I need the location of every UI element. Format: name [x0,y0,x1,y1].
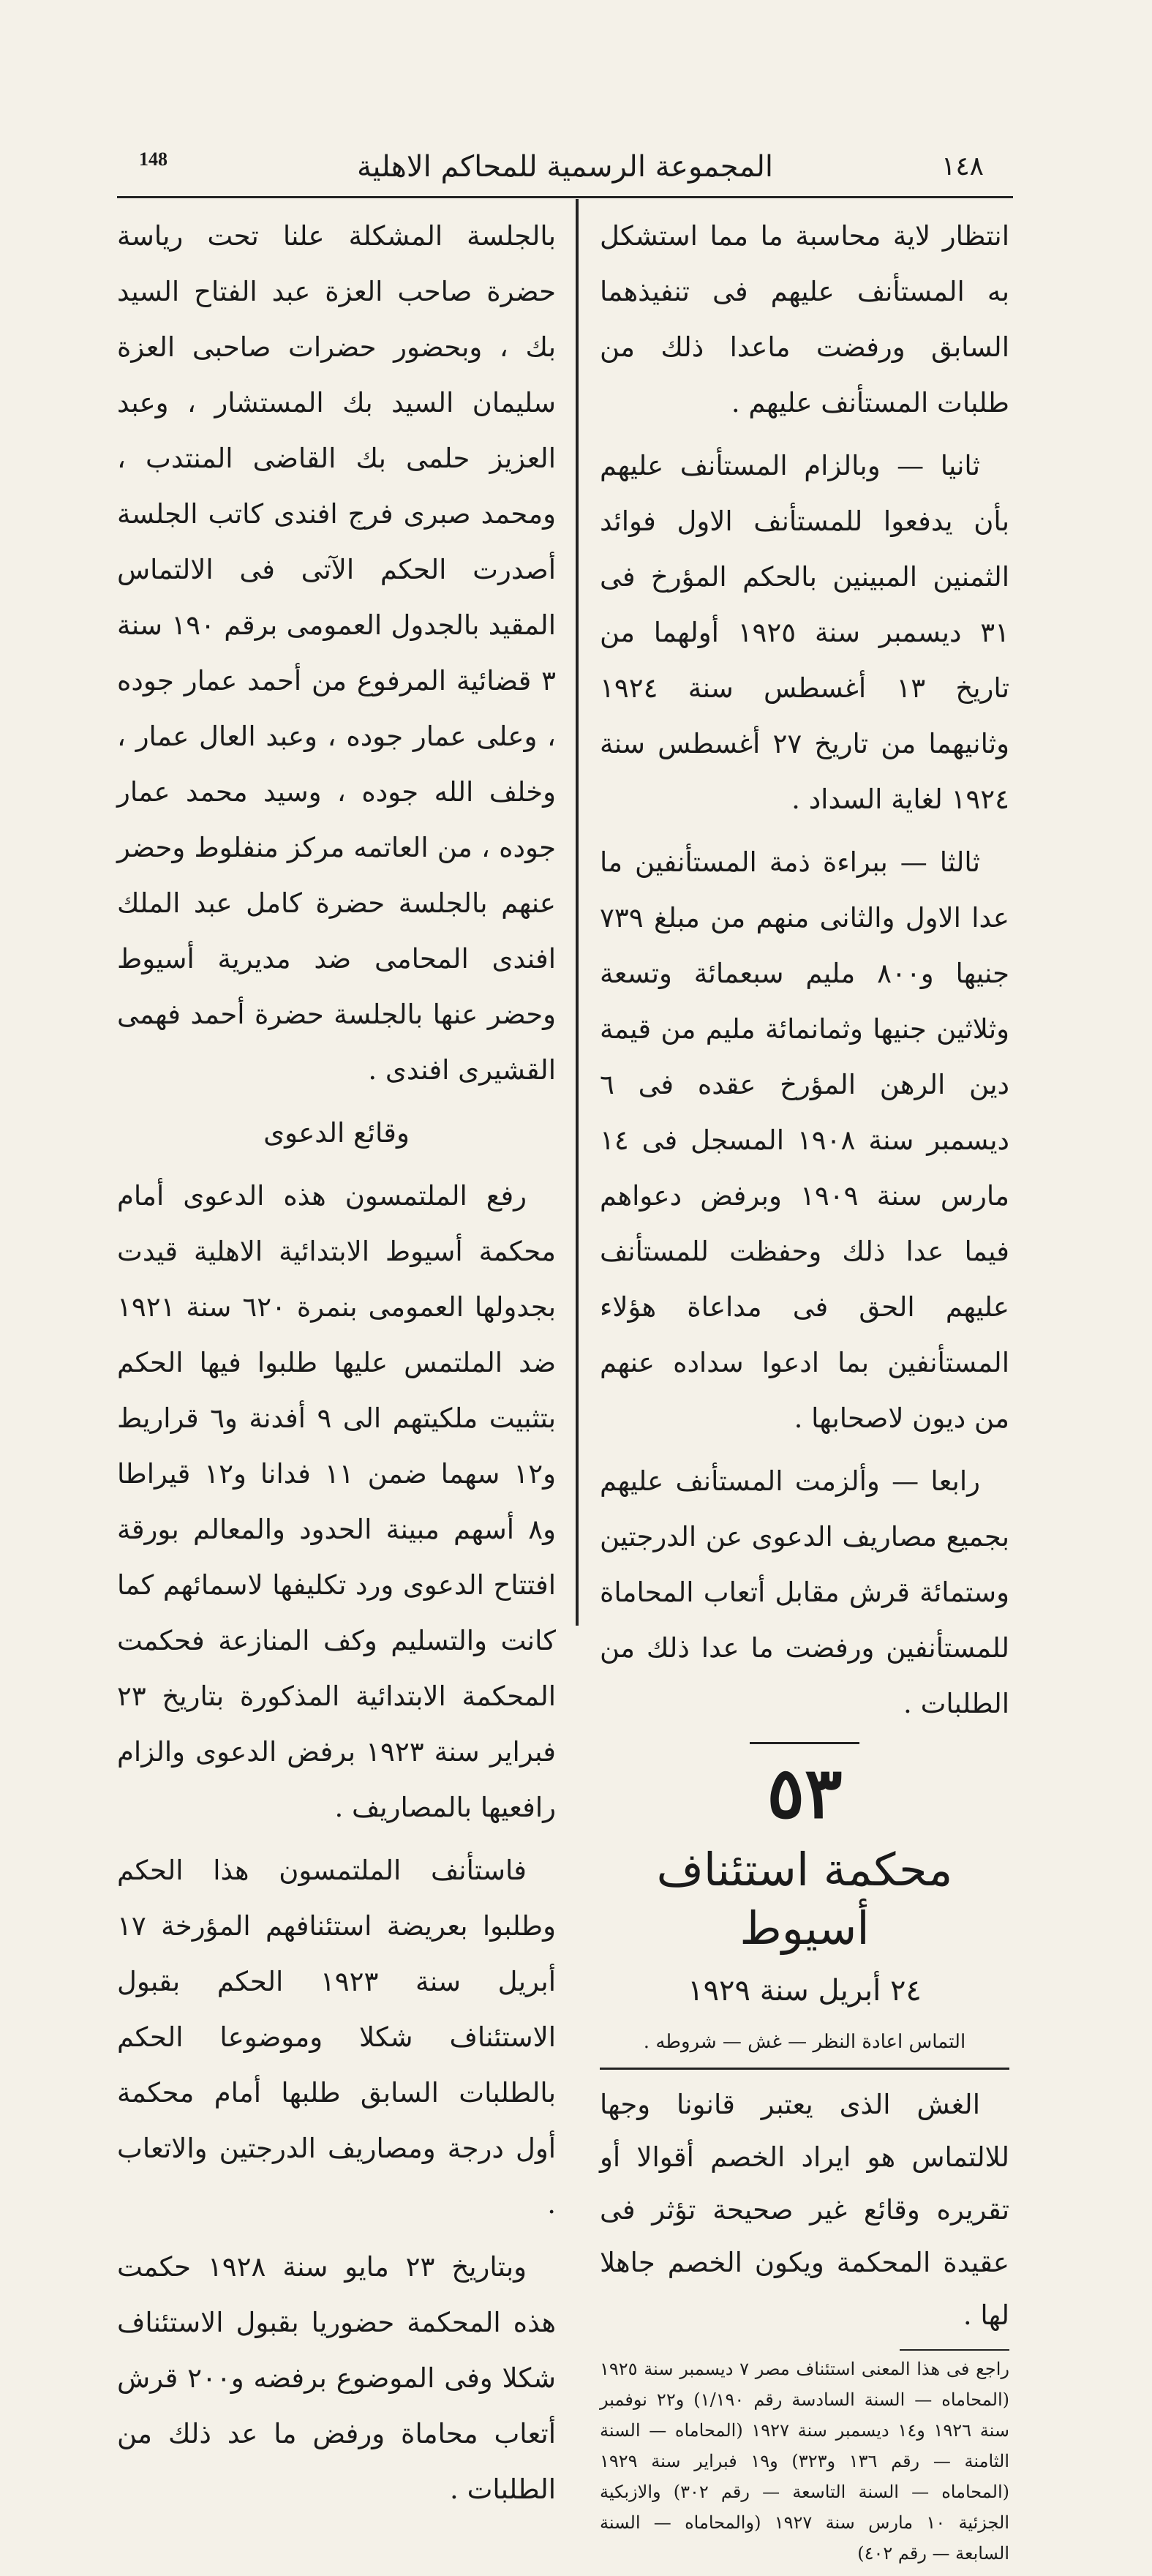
page-number-latin: 148 [139,149,167,170]
page-number-arabic: ١٤٨ [941,151,984,181]
left-paragraph: وبتاريخ ٢٣ مايو سنة ١٩٢٨ حكمت هذه المحكمة حضوريا بقبول الاستئناف شكلا وفى الموضوع برفضه و٢٠٠ قرش أتعاب محاماة ورفض ما عد ذلك من الطلبات . [117,2251,556,2505]
right-paragraph: انتظار لاية محاسبة ما مما استشكل به المستأنف عليهم فى تنفيذهما السابق ورفضت ماعدا ذلك من طلبات المستأنف عليهم . [600,220,1009,418]
footnote: راجع فى هذا المعنى استئناف مصر ٧ ديسمبر سنة ١٩٢٥ (المحاماه — السنة السادسة رقم ١/١٩٠) و٢٢ نوفمبر سنة ١٩٢٦ و١٤ ديسمبر سنة ١٩٢٧ (المحاماه — السنة الثامنة — رقم ١٣٦ و٣٢٣) و١٩ فبراير سنة ١٩٢٩ (المحاماه — السنة التاسعة — رقم ٣٠٢) والازبكية الجزئية ١٠ مارس سنة ١٩٢٧ (والمحاماه — السنة السابعة — رقم ٤٠٢) [600,2359,1010,2564]
section-separator [750,1742,859,1744]
court-name: محكمة استئناف أسيوط [656,1843,953,1955]
left-paragraph: رفع الملتمسون هذه الدعوى أمام محكمة أسيوط الابتدائية الاهلية قيدت بجدولها العمومى بنمرة ٦٢٠ سنة ١٩٢١ ضد الملتمس عليها طلبوا فيها الحكم بتثبيت ملكيتهم الى ٩ أفدنة و٦ قراريط و١٢ سهما ضمن ١١ فدانا و١٢ قيراطا و٨ أسهم مبينة الحدود والمعالم بورقة افتتاح الدعوى ورد تكليفها لاسمائهم كما كانت والتسليم وكف المنازعة فحكمت المحكمة الابتدائية المذكورة بتاريخ ٢٣ فبراير سنة ١٩٢٣ برفض الدعوى والزام رافعيها بالمصاريف . [117,1180,557,1823]
case-date: ٢٤ أبريل سنة ١٩٢٩ [688,1974,922,2008]
facts-heading: وقائع الدعوى [263,1117,410,1149]
case-number: ٥٣ [767,1751,843,1834]
left-paragraph: فاستأنف الملتمسون هذا الحكم وطلبوا بعريضة استئنافهم المؤرخة ١٧ أبريل سنة ١٩٢٣ الحكم بقبول الاستئناف شكلا وموضوعا الحكم بالطلبات السابق طلبها أمام محكمة أول درجة ومصاريف الدرجتين والاتعاب . [117,1855,556,2220]
right-column [600,209,1009,2576]
case-keywords: التماس اعادة النظر — غش — شروطه . [643,2031,966,2053]
left-column [117,209,556,2525]
principle-rule [600,2068,1009,2070]
legal-principle: الغش الذى يعتبر قانونا وجها للالتماس هو ايراد الخصم أقوالا أو تقريره وقائع غير صحيحة تؤثر فى عقيدة المحكمة ويكون الخصم جاهلا لها . [600,2089,1009,2331]
running-title: المجموعة الرسمية للمحاكم الاهلية [356,150,774,184]
right-paragraph: رابعا — وألزمت المستأنف عليهم بجميع مصاريف الدعوى عن الدرجتين وستمائة قرش مقابل أتعاب المحاماة للمستأنفين ورفضت ما عدا ذلك من الطلبات . [600,1465,1009,1719]
header-rule [117,196,1013,198]
right-paragraph: ثانيا — وبالزام المستأنف عليهم بأن يدفعوا للمستأنف الاول فوائد الثمنين المبينين بالحكم المؤرخ فى ٣١ ديسمبر سنة ١٩٢٥ أولهما من تاريخ ١٣ أغسطس سنة ١٩٢٤ وثانيهما من تاريخ ٢٧ أغسطس سنة ١٩٢٤ لغاية السداد . [600,450,1010,815]
page-header [117,143,1013,194]
footnote-separator [900,2349,1009,2351]
right-paragraph: ثالثا — ببراءة ذمة المستأنفين ما عدا الاول والثانى منهم من مبلغ ٧٣٩ جنيها و٨٠٠ مليم سبعمائة وتسعة وثلاثين جنيها وثمانمائة مليم من قيمة دين الرهن المؤرخ عقده فى ٦ ديسمبر سنة ١٩٠٨ المسجل فى ١٤ مارس سنة ١٩٠٩ وبرفض دعواهم فيما عدا ذلك وحفظت للمستأنف عليهم الحق فى مداعاة هؤلاء المستأنفين بما ادعوا سداده عنهم من ديون لاصحابها . [600,846,1010,1434]
column-divider [576,199,579,1626]
session-intro: بالجلسة المشكلة علنا تحت رياسة حضرة صاحب العزة عبد الفتاح السيد بك ، وبحضور حضرات صاحبى العزة سليمان السيد بك المستشار ، وعبد العزيز حلمى بك القاضى المنتدب ، ومحمد صبرى فرج افندى كاتب الجلسة أصدرت الحكم الآتى فى الالتماس المقيد بالجدول العمومى برقم ١٩٠ سنة ٣ قضائية المرفوع من أحمد عمار جوده ، وعلى عمار جوده ، وعبد العال عمار ، وخلف الله جوده ، وسيد محمد عمار جوده ، من العاتمه مركز منفلوط وحضر عنهم بالجلسة حضرة كامل عبد الملك افندى المحامى ضد مديرية أسيوط وحضر عنها بالجلسة حضرة أحمد فهمى القشيرى افندى . [117,220,556,1086]
